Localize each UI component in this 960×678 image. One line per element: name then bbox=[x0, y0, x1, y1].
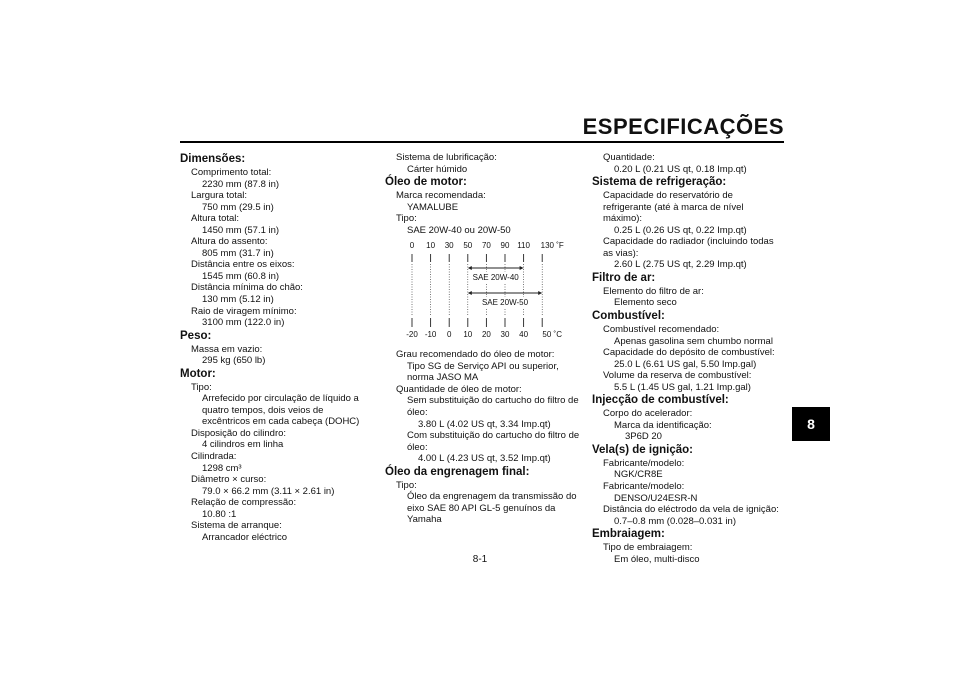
range-arrow-right bbox=[520, 266, 524, 270]
spec-line: 3P6D 20 bbox=[625, 431, 662, 443]
fahrenheit-tick-label: 90 bbox=[500, 241, 510, 251]
celsius-tick-label: 30 bbox=[500, 330, 510, 340]
section-heading: Vela(s) de ignição: bbox=[592, 443, 693, 456]
spec-line: NGK/CR8E bbox=[614, 469, 663, 481]
spec-line: Elemento do filtro de ar: bbox=[603, 285, 704, 297]
spec-line: 5.5 L (1.45 US gal, 1.21 Imp.gal) bbox=[614, 381, 751, 393]
spec-line: 3100 mm (122.0 in) bbox=[202, 317, 285, 329]
fahrenheit-tick-label: 10 bbox=[426, 241, 436, 251]
section-heading: Embraiagem: bbox=[592, 528, 665, 541]
section-heading: Combustível: bbox=[592, 310, 665, 323]
spec-line: Tipo: bbox=[191, 381, 212, 393]
spec-column-3 bbox=[592, 152, 784, 565]
celsius-tick-label: -10 bbox=[424, 330, 437, 340]
spec-line: Capacidade do radiador (incluindo todas as vias): bbox=[603, 236, 774, 259]
spec-line: Cilindrada: bbox=[191, 451, 237, 463]
spec-line: Elemento seco bbox=[614, 297, 677, 309]
spec-column-2 bbox=[385, 152, 580, 526]
title-rule bbox=[180, 141, 784, 143]
spec-line: Raio de viragem mínimo: bbox=[191, 305, 297, 317]
spec-line: 2230 mm (87.8 in) bbox=[202, 178, 280, 190]
spec-line: 1545 mm (60.8 in) bbox=[202, 270, 280, 282]
spec-line: 0.7–0.8 mm (0.028–0.031 in) bbox=[614, 515, 736, 527]
spec-line: Distância entre os eixos: bbox=[191, 259, 295, 271]
spec-line: Diâmetro × curso: bbox=[191, 474, 267, 486]
spec-line: YAMALUBE bbox=[407, 201, 459, 213]
celsius-tick-label: 10 bbox=[463, 330, 473, 340]
spec-line: Altura total: bbox=[191, 213, 240, 225]
celsius-tick-label: 0 bbox=[446, 330, 452, 340]
spec-line: Volume da reserva de combustível: bbox=[603, 370, 752, 382]
spec-line: 130 mm (5.12 in) bbox=[202, 294, 274, 306]
fahrenheit-tick-label: 70 bbox=[481, 241, 491, 251]
spec-line: 2.60 L (2.75 US qt, 2.29 Imp.qt) bbox=[614, 259, 747, 271]
spec-column-1 bbox=[180, 152, 366, 543]
spec-line: Apenas gasolina sem chumbo normal bbox=[614, 335, 773, 347]
spec-line: 4 cilindros em linha bbox=[202, 439, 284, 451]
section-heading: Motor: bbox=[180, 367, 216, 380]
section-heading: Sistema de refrigeração: bbox=[592, 176, 727, 189]
spec-line: Disposição do cilindro: bbox=[191, 427, 287, 439]
viscosity-series-label: SAE 20W-40 bbox=[470, 272, 522, 284]
spec-line: Quantidade de óleo de motor: bbox=[396, 383, 522, 395]
spec-line: Distância do eléctrodo da vela de ignição: bbox=[603, 504, 779, 516]
page-title: ESPECIFICAÇÕES bbox=[582, 114, 784, 139]
chapter-tab: 8 bbox=[792, 407, 830, 441]
spec-line: Marca recomendada: bbox=[396, 190, 486, 202]
spec-line: 295 kg (650 lb) bbox=[202, 355, 266, 367]
spec-line: Cárter húmido bbox=[407, 163, 468, 175]
range-arrow-left bbox=[468, 291, 472, 295]
range-arrow-right bbox=[538, 291, 542, 295]
section-heading: Óleo da engrenagem final: bbox=[385, 465, 530, 478]
section-heading: Injecção de combustível: bbox=[592, 394, 729, 407]
fahrenheit-tick-label: 30 bbox=[444, 241, 454, 251]
spec-line: Fabricante/modelo: bbox=[603, 481, 685, 493]
section-heading: Óleo de motor: bbox=[385, 176, 467, 189]
oil-viscosity-chart bbox=[385, 236, 580, 349]
spec-line: Marca da identificação: bbox=[614, 419, 712, 431]
spec-line: SAE 20W-40 ou 20W-50 bbox=[407, 224, 511, 236]
fahrenheit-unit-label: 130 ˚F bbox=[540, 241, 564, 251]
spec-line: Combustível recomendado: bbox=[603, 324, 720, 336]
spec-line: Óleo da engrenagem da transmissão do eixo SAE 80 API GL-5 genuínos da Yamaha bbox=[407, 491, 577, 526]
spec-line: Largura total: bbox=[191, 190, 247, 202]
spec-line: 10.80 :1 bbox=[202, 508, 237, 520]
spec-line: 4.00 L (4.23 US qt, 3.52 Imp.qt) bbox=[418, 453, 551, 465]
spec-line: Tipo: bbox=[396, 479, 417, 491]
spec-line: 1450 mm (57.1 in) bbox=[202, 224, 280, 236]
section-heading: Filtro de ar: bbox=[592, 271, 656, 284]
spec-line: Massa em vazio: bbox=[191, 343, 263, 355]
spec-line: Capacidade do reservatório de refrigerante (até à marca de nível máximo): bbox=[603, 190, 744, 225]
fahrenheit-tick-label: 110 bbox=[517, 241, 530, 251]
spec-line: Sistema de arranque: bbox=[191, 520, 282, 532]
spec-line: Fabricante/modelo: bbox=[603, 457, 685, 469]
spec-line: Grau recomendado do óleo de motor: bbox=[396, 349, 555, 361]
spec-line: 750 mm (29.5 in) bbox=[202, 201, 274, 213]
spec-line: Quantidade: bbox=[603, 152, 655, 163]
spec-line: Comprimento total: bbox=[191, 167, 272, 178]
spec-line: 25.0 L (6.61 US gal, 5.50 Imp.gal) bbox=[614, 358, 757, 370]
spec-line: Capacidade do depósito de combustível: bbox=[603, 347, 775, 359]
section-heading: Dimensões: bbox=[180, 153, 246, 165]
celsius-tick-label: 40 bbox=[519, 330, 529, 340]
spec-line: Sem substituição do cartucho do filtro de óleo: bbox=[407, 395, 579, 419]
spec-line: 79.0 × 66.2 mm (3.11 × 2.61 in) bbox=[202, 485, 335, 497]
fahrenheit-tick-label: 50 bbox=[463, 241, 473, 251]
spec-line: Tipo: bbox=[396, 213, 417, 225]
spec-line: Com substituição do cartucho do filtro de óleo: bbox=[407, 430, 580, 453]
fahrenheit-tick-label: 0 bbox=[409, 241, 415, 251]
spec-line: Arrefecido por circulação de líquido a quatro tempos, dois veios de excêntricos em cada cabeça (DOHC) bbox=[202, 393, 360, 428]
spec-line: DENSO/U24ESR-N bbox=[614, 492, 698, 504]
section-heading: Peso: bbox=[180, 329, 212, 342]
engine-oil-details bbox=[385, 349, 580, 526]
celsius-tick-label: -20 bbox=[406, 330, 418, 340]
spec-line: Altura do assento: bbox=[191, 236, 268, 248]
spec-line: Distância mínima do chão: bbox=[191, 282, 303, 294]
spec-line: 0.25 L (0.26 US qt, 0.22 Imp.qt) bbox=[614, 224, 747, 236]
viscosity-series-label: SAE 20W-50 bbox=[479, 297, 531, 309]
spec-line: Em óleo, multi-disco bbox=[614, 553, 700, 565]
page-number: 8-1 bbox=[472, 554, 488, 565]
spec-line: Arrancador eléctrico bbox=[202, 531, 288, 543]
celsius-tick-label: 20 bbox=[481, 330, 491, 340]
spec-line: Tipo SG de Serviço API ou superior, norma JASO MA bbox=[407, 360, 559, 384]
spec-line: Relação de compressão: bbox=[191, 497, 297, 509]
spec-line: Sistema de lubrificação: bbox=[396, 152, 497, 163]
spec-line: Corpo do acelerador: bbox=[603, 408, 693, 420]
range-arrow-left bbox=[468, 266, 472, 270]
spec-line: 1298 cm³ bbox=[202, 462, 242, 474]
engine-oil-section bbox=[385, 152, 580, 236]
spec-line: Tipo de embraiagem: bbox=[603, 542, 693, 554]
spec-line: 0.20 L (0.21 US qt, 0.18 Imp.qt) bbox=[614, 163, 747, 175]
celsius-unit-label: 50 ˚C bbox=[542, 330, 562, 340]
spec-line: 805 mm (31.7 in) bbox=[202, 247, 274, 259]
spec-line: 3.80 L (4.02 US qt, 3.34 Imp.qt) bbox=[418, 418, 551, 430]
